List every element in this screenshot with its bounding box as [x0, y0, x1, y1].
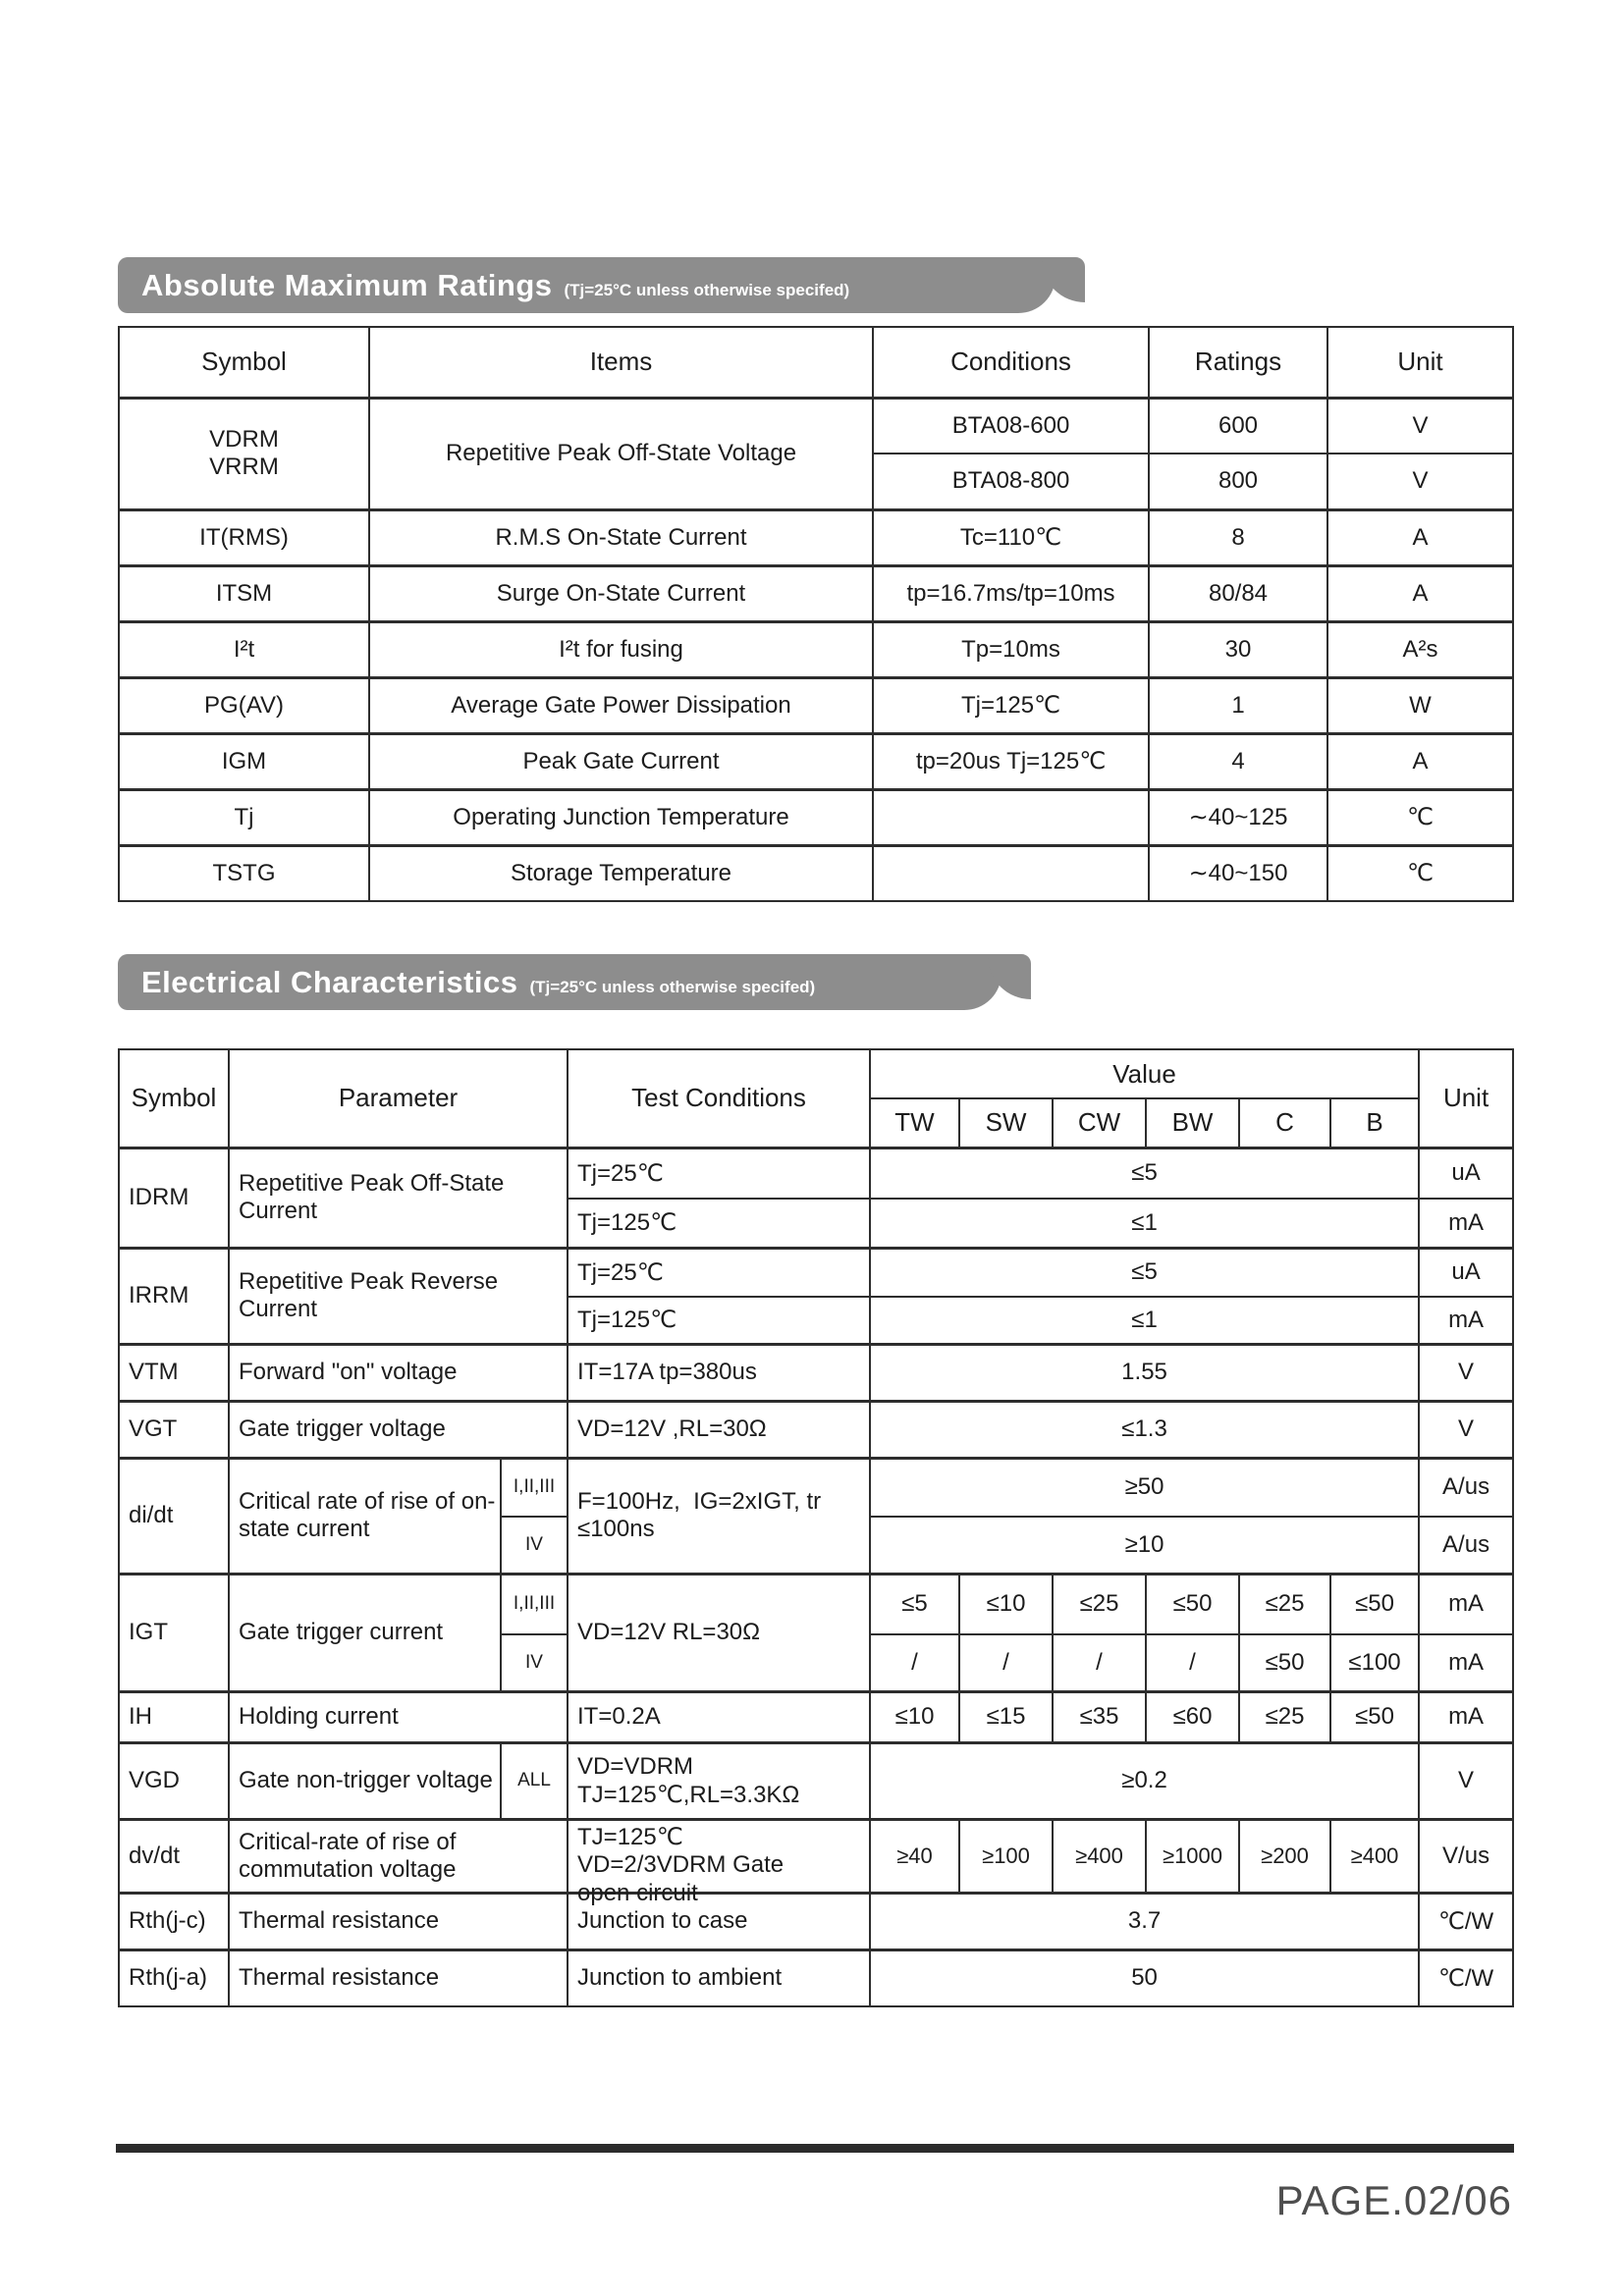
cell-value-bw: / [1146, 1634, 1239, 1691]
cell-value: ≥50 [870, 1458, 1419, 1517]
cell-unit: V [1327, 454, 1513, 509]
section-subtitle: (Tj=25°C unless otherwise specifed) [529, 978, 816, 996]
cell-conditions: tp=20us Tj=125℃ [873, 733, 1149, 789]
footer-divider-rule [116, 2144, 1514, 2153]
tc-line-1: TJ=125℃ [577, 1823, 683, 1850]
row-itsm [119, 565, 1513, 621]
cell-rating: ∼40~125 [1149, 789, 1327, 845]
cell-symbol: Tj [119, 789, 369, 845]
cell-value-sw: / [959, 1634, 1053, 1691]
electrical-characteristics-table [118, 1048, 1514, 2007]
cell-unit: mA [1419, 1574, 1513, 1634]
t2-header-value: Value [870, 1049, 1419, 1098]
cell-param-ih: Holding current [229, 1691, 568, 1742]
t2-header-symbol: Symbol [119, 1049, 229, 1148]
row-vtm [119, 1344, 1513, 1401]
cell-symbol-vtm: VTM [119, 1344, 229, 1401]
cell-value-b: ≤50 [1330, 1574, 1419, 1634]
cell-unit: ℃/W [1419, 1893, 1513, 1949]
row-idrm-1 [119, 1148, 1513, 1199]
cell-cond-bta08-600: BTA08-600 [873, 398, 1149, 454]
cell-symbol: I²t [119, 621, 369, 677]
t1-header-symbol: Symbol [119, 327, 369, 398]
cell-unit: V [1327, 398, 1513, 454]
cell-conditions [873, 789, 1149, 845]
section-banner-electrical-characteristics [118, 954, 1001, 1010]
cell-value-c: ≤25 [1239, 1574, 1330, 1634]
cell-symbol-rthjc: Rth(j-c) [119, 1893, 229, 1949]
cell-rating: 4 [1149, 733, 1327, 789]
absolute-maximum-ratings-table-wrap [118, 326, 1512, 902]
cell-value: ≥10 [870, 1517, 1419, 1574]
t2-header-row-1 [119, 1049, 1513, 1098]
cell-tc: Tj=125℃ [568, 1297, 870, 1344]
cell-symbol-vgd: VGD [119, 1742, 229, 1819]
cell-unit: A²s [1327, 621, 1513, 677]
cell-unit: ℃/W [1419, 1949, 1513, 2006]
cell-items: Peak Gate Current [369, 733, 873, 789]
cell-unit: V [1419, 1401, 1513, 1458]
cell-tc: Tj=125℃ [568, 1199, 870, 1248]
cell-unit: ℃ [1327, 789, 1513, 845]
cell-tc: Junction to ambient [568, 1949, 870, 2006]
cell-param-didt: Critical rate of rise of on-state current [229, 1458, 501, 1574]
cell-unit: A [1327, 733, 1513, 789]
t1-header-ratings: Ratings [1149, 327, 1327, 398]
cell-param-idrm: Repetitive Peak Off-State Current [229, 1148, 568, 1248]
cell-value-cw: ≤35 [1053, 1691, 1146, 1742]
row-vdrm-600 [119, 398, 1513, 454]
t2-col-c: C [1239, 1098, 1330, 1148]
cell-symbol: IT(RMS) [119, 509, 369, 565]
cell-symbol-irrm: IRRM [119, 1248, 229, 1344]
cell-rating: 8 [1149, 509, 1327, 565]
tc-line-1: F=100Hz, IG=2xIGT, tr [577, 1488, 822, 1515]
cell-value: ≤1 [870, 1297, 1419, 1344]
cell-value: ≥0.2 [870, 1742, 1419, 1819]
row-i2t [119, 621, 1513, 677]
cell-value-tw: ≤5 [870, 1574, 959, 1634]
cell-value: ≤1.3 [870, 1401, 1419, 1458]
cell-param-rthjc: Thermal resistance [229, 1893, 568, 1949]
cell-conditions [873, 845, 1149, 901]
t2-header-unit: Unit [1419, 1049, 1513, 1148]
cell-item-vdrm: Repetitive Peak Off-State Voltage [369, 398, 873, 509]
t2-col-cw: CW [1053, 1098, 1146, 1148]
cell-conditions: Tj=125℃ [873, 677, 1149, 733]
cell-unit: V [1419, 1742, 1513, 1819]
cell-items: I²t for fusing [369, 621, 873, 677]
row-ih [119, 1691, 1513, 1742]
tc-line-1: VD=VDRM [577, 1752, 694, 1780]
cell-value-sw: ≤15 [959, 1691, 1053, 1742]
cell-value-tw: ≤10 [870, 1691, 959, 1742]
cell-value-c: ≤25 [1239, 1691, 1330, 1742]
row-didt-1 [119, 1458, 1513, 1517]
row-itrms [119, 509, 1513, 565]
cell-unit: uA [1419, 1248, 1513, 1297]
cell-tc: IT=0.2A [568, 1691, 870, 1742]
cell-unit: W [1327, 677, 1513, 733]
cell-value: 3.7 [870, 1893, 1419, 1949]
cell-value-cw: ≥400 [1053, 1819, 1146, 1893]
cell-param-vgd: Gate non-trigger voltage [229, 1742, 501, 1819]
row-pgav [119, 677, 1513, 733]
cell-rating-800: 800 [1149, 454, 1327, 509]
cell-unit: mA [1419, 1691, 1513, 1742]
cell-quadrant-1-2-3: I,II,III [501, 1458, 568, 1517]
symbol-vdrm: VDRM [209, 426, 279, 453]
row-vgd [119, 1742, 1513, 1819]
cell-value: 50 [870, 1949, 1419, 2006]
tc-line-2: ≤100ns [577, 1516, 655, 1542]
t2-col-tw: TW [870, 1098, 959, 1148]
cell-rating: 30 [1149, 621, 1327, 677]
t1-header-conditions: Conditions [873, 327, 1149, 398]
t2-header-test-conditions: Test Conditions [568, 1049, 870, 1148]
cell-symbol: ITSM [119, 565, 369, 621]
t2-col-bw: BW [1146, 1098, 1239, 1148]
cell-value-cw: / [1053, 1634, 1146, 1691]
symbol-vrrm: VRRM [209, 454, 279, 480]
cell-symbol-ih: IH [119, 1691, 229, 1742]
cell-symbol-vgt: VGT [119, 1401, 229, 1458]
t2-col-sw: SW [959, 1098, 1053, 1148]
row-irrm-1 [119, 1248, 1513, 1297]
cell-rating: 80/84 [1149, 565, 1327, 621]
row-vgt [119, 1401, 1513, 1458]
section-banner-absolute-maximum-ratings [118, 257, 1056, 313]
row-dvdt [119, 1819, 1513, 1893]
cell-unit: A [1327, 509, 1513, 565]
page-number: PAGE.02/06 [1275, 2177, 1512, 2223]
t2-col-b: B [1330, 1098, 1419, 1148]
cell-value: ≤5 [870, 1248, 1419, 1297]
cell-items: Average Gate Power Dissipation [369, 677, 873, 733]
cell-value-b: ≤50 [1330, 1691, 1419, 1742]
row-rthja [119, 1949, 1513, 2006]
cell-value-b: ≤100 [1330, 1634, 1419, 1691]
cell-value-bw: ≤60 [1146, 1691, 1239, 1742]
cell-unit: mA [1419, 1297, 1513, 1344]
cell-unit: uA [1419, 1148, 1513, 1199]
cell-unit: ℃ [1327, 845, 1513, 901]
tc-line-2: VD=2/3VDRM Gate [577, 1850, 785, 1878]
cell-value: ≤5 [870, 1148, 1419, 1199]
cell-value-bw: ≥1000 [1146, 1819, 1239, 1893]
cell-value-sw: ≥100 [959, 1819, 1053, 1893]
t1-header-items: Items [369, 327, 873, 398]
cell-quadrant-4: IV [501, 1517, 568, 1574]
cell-symbol-idrm: IDRM [119, 1148, 229, 1248]
cell-unit: V/us [1419, 1819, 1513, 1893]
cell-tc: Tj=25℃ [568, 1148, 870, 1199]
cell-unit: V [1419, 1344, 1513, 1401]
cell-tc-dvdt [568, 1819, 870, 1906]
cell-unit: mA [1419, 1634, 1513, 1691]
cell-param-irrm: Repetitive Peak Reverse Current [229, 1248, 568, 1344]
cell-tc: VD=12V ,RL=30Ω [568, 1401, 870, 1458]
cell-param-vtm: Forward "on" voltage [229, 1344, 568, 1401]
cell-rating-600: 600 [1149, 398, 1327, 454]
tc-line-2: TJ=125℃,RL=3.3KΩ [577, 1781, 800, 1808]
row-igt-1 [119, 1574, 1513, 1634]
cell-conditions: Tp=10ms [873, 621, 1149, 677]
cell-symbol-dvdt: dv/dt [119, 1819, 229, 1893]
cell-value: ≤1 [870, 1199, 1419, 1248]
cell-unit: A [1327, 565, 1513, 621]
cell-rating: ∼40~150 [1149, 845, 1327, 901]
cell-value-tw: / [870, 1634, 959, 1691]
cell-tc: Tj=25℃ [568, 1248, 870, 1297]
cell-conditions: tp=16.7ms/tp=10ms [873, 565, 1149, 621]
cell-symbol: IGM [119, 733, 369, 789]
cell-param-rthja: Thermal resistance [229, 1949, 568, 2006]
cell-value-b: ≥400 [1330, 1819, 1419, 1893]
cell-unit: mA [1419, 1199, 1513, 1248]
cell-value-sw: ≤10 [959, 1574, 1053, 1634]
row-rthjc [119, 1893, 1513, 1949]
cell-rating: 1 [1149, 677, 1327, 733]
cell-symbol-vdrm [119, 398, 369, 509]
section-title: Electrical Characteristics [141, 965, 518, 999]
cell-value: 1.55 [870, 1344, 1419, 1401]
section-title: Absolute Maximum Ratings [141, 268, 553, 302]
cell-symbol-igt: IGT [119, 1574, 229, 1691]
cell-symbol-didt: di/dt [119, 1458, 229, 1574]
t2-header-parameter: Parameter [229, 1049, 568, 1148]
row-tstg [119, 845, 1513, 901]
cell-value-tw: ≥40 [870, 1819, 959, 1893]
t1-header-row [119, 327, 1513, 398]
cell-items: Operating Junction Temperature [369, 789, 873, 845]
tc-line-3-clipped: open circuit [577, 1879, 698, 1906]
cell-items: R.M.S On-State Current [369, 509, 873, 565]
cell-value-c: ≤50 [1239, 1634, 1330, 1691]
cell-tc-vgd [568, 1742, 870, 1819]
cell-param-igt: Gate trigger current [229, 1574, 501, 1691]
section-subtitle: (Tj=25°C unless otherwise specifed) [564, 281, 850, 299]
cell-items: Surge On-State Current [369, 565, 873, 621]
cell-tc-didt [568, 1458, 870, 1574]
cell-conditions: Tc=110℃ [873, 509, 1149, 565]
electrical-characteristics-table-wrap [118, 1048, 1512, 2007]
t1-header-unit: Unit [1327, 327, 1513, 398]
cell-param-vgt: Gate trigger voltage [229, 1401, 568, 1458]
cell-tc: IT=17A tp=380us [568, 1344, 870, 1401]
cell-tc-igt: VD=12V RL=30Ω [568, 1574, 870, 1691]
cell-unit: A/us [1419, 1517, 1513, 1574]
cell-symbol: TSTG [119, 845, 369, 901]
cell-symbol: PG(AV) [119, 677, 369, 733]
cell-value-bw: ≤50 [1146, 1574, 1239, 1634]
cell-items: Storage Temperature [369, 845, 873, 901]
row-tj [119, 789, 1513, 845]
cell-value-c: ≥200 [1239, 1819, 1330, 1893]
cell-quadrant-1-2-3: I,II,III [501, 1574, 568, 1634]
cell-quadrant-4: IV [501, 1634, 568, 1691]
cell-symbol-rthja: Rth(j-a) [119, 1949, 229, 2006]
cell-quadrant-all: ALL [501, 1742, 568, 1819]
cell-param-dvdt: Critical-rate of rise of commutation voltage [229, 1819, 568, 1893]
cell-cond-bta08-800: BTA08-800 [873, 454, 1149, 509]
cell-unit: A/us [1419, 1458, 1513, 1517]
row-igm [119, 733, 1513, 789]
cell-value-cw: ≤25 [1053, 1574, 1146, 1634]
absolute-maximum-ratings-table [118, 326, 1514, 902]
cell-tc: Junction to case [568, 1893, 870, 1949]
